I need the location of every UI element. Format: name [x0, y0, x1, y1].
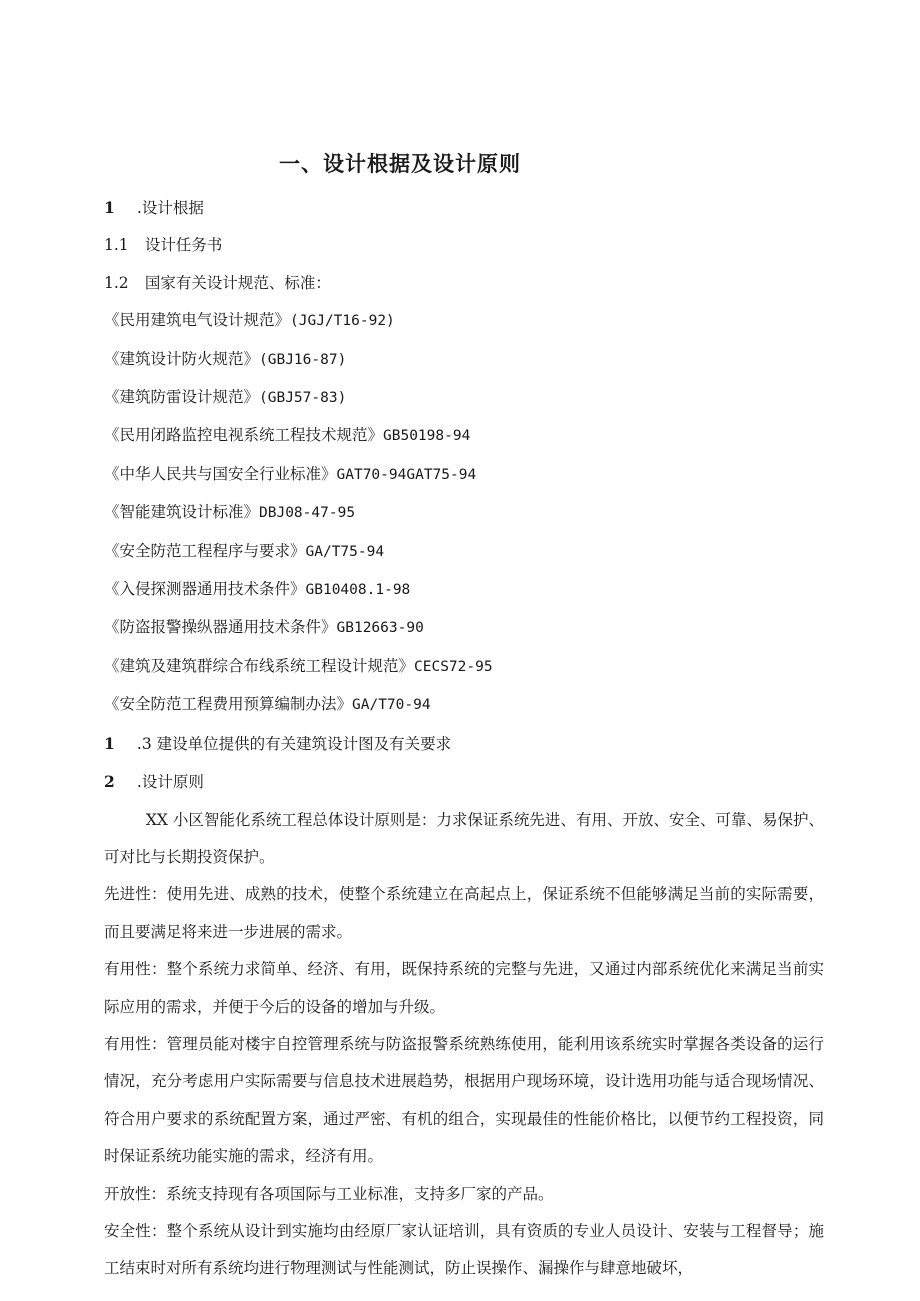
standard-code: GB12663-90 [336, 620, 424, 637]
standard-name: 《民用闭路监控电视系统工程技术规范》 [104, 426, 384, 445]
standard-item [104, 379, 824, 417]
standard-item [104, 341, 824, 379]
standard-name: 《中华人民共与国安全行业标准》 [104, 464, 337, 483]
subsection-label: 设计任务书 [140, 236, 223, 255]
standard-name: 《智能建筑设计标准》 [104, 503, 260, 522]
standard-code: GAT70-94GAT75-94 [336, 466, 477, 483]
principle-paragraph: 安全性：整个系统从设计到实施均由经原厂家认证培训，具有资质的专业人员设计、安装与工程督导；施工结束时对所有系统均进行物理测试与性能测试，防止误操作、漏操作与肆意地破坏， [104, 1221, 824, 1278]
standards-list [104, 302, 824, 724]
standard-item [104, 648, 824, 686]
principle-paragraph: 有用性：整个系统力求简单、经济、有用，既保持系统的完整与先进，又通过内部系统优化来满足当前实际应用的需求，并便于今后的设备的增加与升级。 [104, 960, 824, 1016]
subsection-label: 国家有关设计规范、标准： [140, 273, 331, 292]
standard-code: GA/T70-94 [352, 697, 431, 714]
section-number: 1 [104, 198, 115, 217]
subsection-number: 1.2 [104, 273, 129, 292]
standard-item [104, 456, 824, 494]
standard-name: 《建筑设计防火规范》 [104, 349, 260, 368]
subsection-number: 1.1 [104, 236, 129, 255]
page-title: 一、设计根据及设计原则 [279, 152, 521, 176]
section-label: .设计根据 [132, 199, 204, 217]
subsection-label: .3 建设单位提供的有关建筑设计图及有关要求 [132, 734, 452, 753]
standard-name: 《防盗报警操纵器通用技术条件》 [104, 618, 337, 637]
standard-code: GB10408.1-98 [305, 582, 411, 599]
intro-paragraph: XX 小区智能化系统工程总体设计原则是：力求保证系统先进、有用、开放、安全、可靠、易保护、可对比与长期投资保护。 [104, 810, 824, 866]
standard-item [104, 571, 824, 609]
subsection-1-2 [104, 265, 824, 302]
standard-item [104, 686, 824, 724]
standard-code: (GBJ57-83) [259, 390, 347, 407]
standard-item [104, 609, 824, 647]
section-number: 1 [104, 733, 115, 753]
standard-code: CECS72-95 [414, 658, 493, 675]
document-body [104, 189, 824, 1288]
section-number: 2 [104, 772, 115, 792]
section-1-heading [104, 189, 824, 227]
section-label: .设计原则 [132, 773, 204, 792]
principle-paragraph: 开放性：系统支持现有各项国际与工业标准，支持多厂家的产品。 [104, 1184, 554, 1203]
standard-item [104, 417, 824, 455]
standard-item [104, 302, 824, 340]
section-2-heading [104, 763, 824, 801]
standard-code: (JGJ/T16-92) [290, 313, 395, 330]
standard-code: DBJ08-47-95 [259, 505, 356, 522]
standard-name: 《安全防范工程费用预算编制办法》 [104, 695, 353, 714]
standard-name: 《安全防范工程程序与要求》 [104, 541, 306, 560]
principle-paragraph: 有用性：管理员能对楼宇自控管理系统与防盗报警系统熟练使用，能利用该系统实时掌握各类设备的运行情况，充分考虑用户实际需要与信息技术进展趋势，根据用户现场环境，设计选用功能与适合现场情况、符合用户要求的系统配置方案，通过严密、有机的组合，实现最佳的性能价格比，以便节约工程投资，同时保证系统功能实施的需求，经济有用。 [104, 1034, 824, 1166]
standard-name: 《入侵探测器通用技术条件》 [104, 580, 306, 599]
standard-code: GB50198-94 [383, 428, 471, 445]
standard-code: (GBJ16-87) [259, 351, 347, 368]
standard-item [104, 533, 824, 571]
standard-name: 《建筑防雷设计规范》 [104, 388, 260, 407]
standard-name: 《民用建筑电气设计规范》 [104, 311, 291, 330]
subsection-1-3 [104, 725, 824, 763]
standard-code: GA/T75-94 [305, 543, 385, 560]
subsection-1-1 [104, 227, 824, 264]
standard-item [104, 494, 824, 532]
principle-paragraph: 先进性：使用先进、成熟的技术，使整个系统建立在高起点上，保证系统不但能够满足当前的实际需要，而且要满足将来进一步进展的需求。 [104, 885, 824, 941]
standard-name: 《建筑及建筑群综合布线系统工程设计规范》 [104, 656, 415, 675]
